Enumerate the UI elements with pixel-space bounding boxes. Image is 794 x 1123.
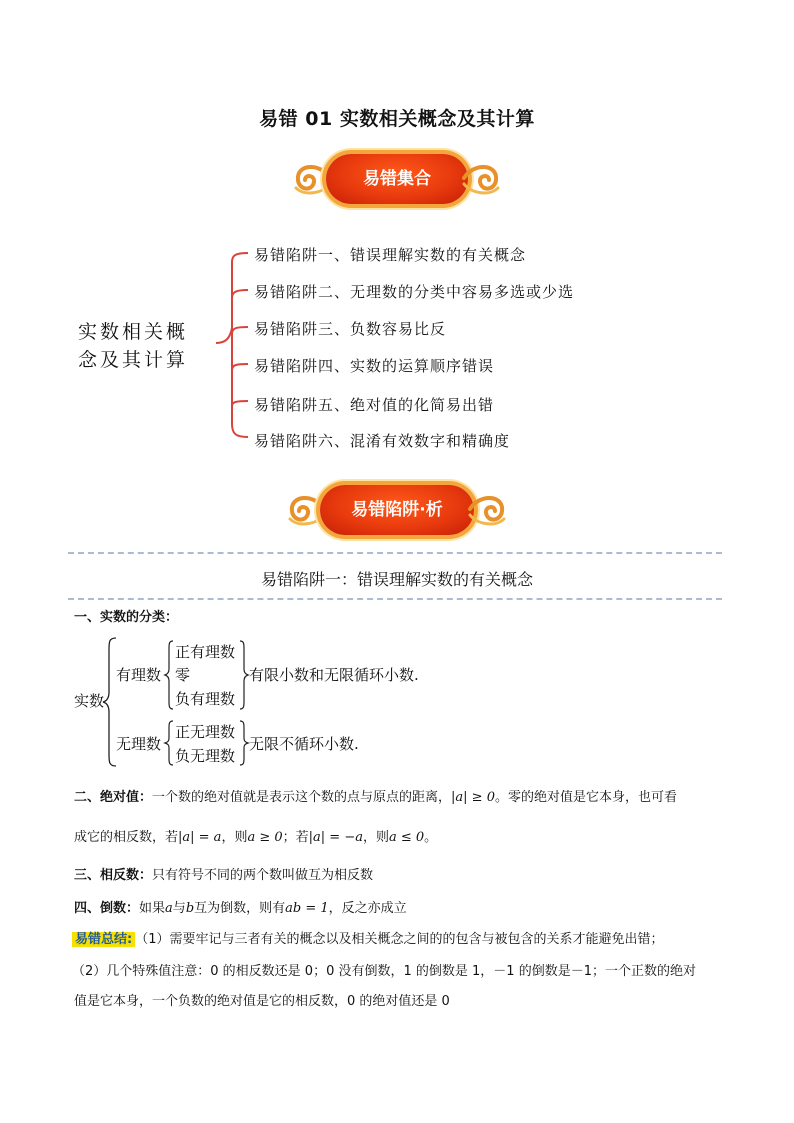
class-item: 零 [175, 666, 191, 684]
mindmap-root-line2: 念及其计算 [78, 349, 189, 371]
math: b [185, 901, 195, 916]
heading-reciprocal: 四、倒数： [74, 901, 140, 916]
class-root: 实数 [74, 692, 105, 710]
class-irrational-note: 无限不循环小数. [249, 735, 359, 753]
mindmap-root-line1: 实数相关概 [78, 321, 189, 343]
text: 。零的绝对值是它本身，也可看 [494, 790, 677, 805]
class-item: 正无理数 [175, 723, 236, 741]
mindmap-branch: 易错陷阱三、负数容易比反 [254, 320, 447, 338]
text: 成它的相反数，若 [74, 830, 179, 845]
banner-collection [290, 148, 504, 210]
swirl-right-icon [466, 489, 510, 529]
text: 如果 [139, 901, 166, 916]
para-reciprocal [74, 899, 407, 919]
class-item: 负无理数 [175, 747, 236, 765]
tip-line2: （2）几个特殊值注意：0 的相反数还是 0；0 没有倒数，1 的倒数是 1，－1 的倒数是－1；一个正数的绝对 [72, 964, 696, 979]
brace-irrational-icon [162, 719, 176, 767]
text: 一个数的绝对值就是表示这个数的点与原点的距离， [152, 790, 452, 805]
math: |a| ≥ 0 [451, 790, 495, 805]
class-rational: 有理数 [116, 666, 162, 684]
mindmap-branch: 易错陷阱一、错误理解实数的有关概念 [254, 246, 527, 264]
heading-classification: 一、实数的分类： [74, 610, 179, 625]
math: a [165, 901, 173, 916]
math: |a| = a [178, 830, 222, 845]
para-absolute-value-line2 [74, 828, 437, 848]
section-title: 易错陷阱一：错误理解实数的有关概念 [260, 570, 533, 589]
para-absolute-value-line1 [74, 788, 677, 808]
tip-line3: 值是它本身，一个负数的绝对值是它的相反数，0 的绝对值还是 0 [74, 994, 450, 1009]
mindmap-root [78, 318, 208, 374]
mindmap-branch: 易错陷阱六、混淆有效数字和精确度 [254, 432, 511, 450]
class-item: 正有理数 [175, 643, 236, 661]
text: 互为倒数，则有 [194, 901, 286, 916]
text: 与 [172, 901, 186, 916]
divider-bottom [68, 598, 722, 600]
mindmap-branch: 易错陷阱五、绝对值的化简易出错 [254, 396, 495, 414]
page-title: 易错 01 实数相关概念及其计算 [259, 108, 535, 130]
heading-opposite: 三、相反数： [74, 868, 153, 883]
tip-label: 易错总结: [72, 932, 135, 947]
text: 。 [424, 830, 438, 845]
text: ；若 [282, 830, 309, 845]
brace-rational-icon [162, 639, 176, 711]
math: a ≥ 0 [247, 830, 283, 845]
math: |a| = −a [308, 830, 363, 845]
class-irrational: 无理数 [116, 735, 162, 753]
swirl-right-icon [460, 158, 504, 198]
banner-collection-label: 易错集合 [326, 154, 468, 204]
math: ab = 1 [285, 901, 329, 916]
text: ，则 [362, 830, 389, 845]
divider-top [68, 552, 722, 554]
banner-analysis-label: 易错陷阱·析 [320, 485, 474, 535]
mindmap-connector [216, 238, 256, 448]
mindmap-branch: 易错陷阱二、无理数的分类中容易多选或少选 [254, 283, 575, 301]
class-item: 负有理数 [175, 690, 236, 708]
para-opposite [74, 866, 373, 886]
text: ，反之亦成立 [328, 901, 407, 916]
heading-absolute-value: 二、绝对值： [74, 790, 153, 805]
banner-analysis [284, 479, 510, 541]
text: ，则 [221, 830, 248, 845]
text: 只有符号不同的两个数叫做互为相反数 [152, 868, 374, 883]
text: （1）需要牢记与三者有关的概念以及相关概念之间的的包含与被包含的关系才能避免出错； [135, 932, 664, 947]
class-rational-note: 有限小数和无限循环小数. [249, 666, 419, 684]
tip-line1 [72, 930, 663, 950]
mindmap-branch: 易错陷阱四、实数的运算顺序错误 [254, 357, 495, 375]
math: a ≤ 0 [388, 830, 425, 845]
